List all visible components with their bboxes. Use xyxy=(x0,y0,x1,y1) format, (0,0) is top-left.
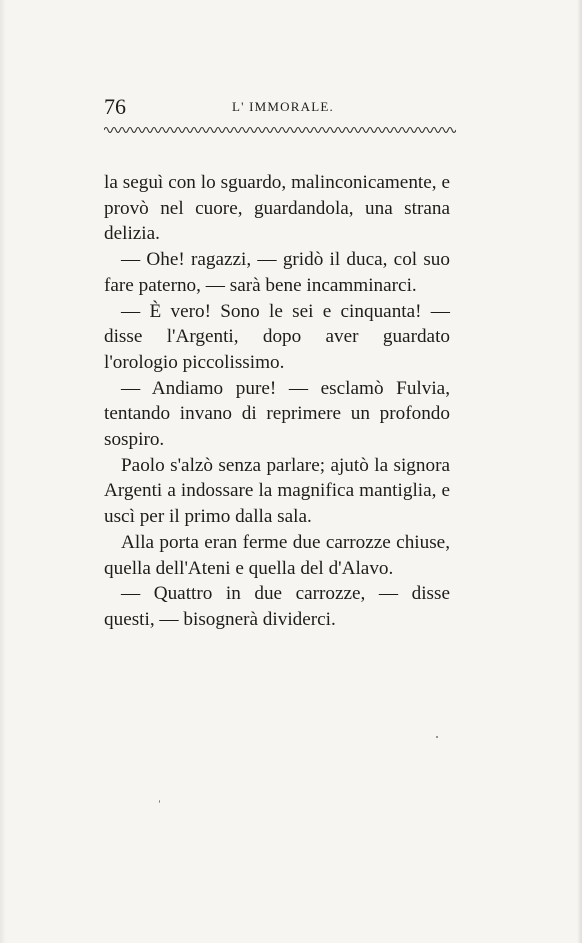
paragraph-2: — Ohe! ragazzi, — gridò il duca, col suo fare paterno, — sarà bene incamminarci. xyxy=(104,249,450,296)
page-edge-shadow-right xyxy=(577,0,582,943)
wavy-ornament-rule-icon xyxy=(104,124,456,134)
paragraph-1: la seguì con lo sguardo, malinconicamente, e provò nel cuore, guardandola, una strana delizia. xyxy=(104,172,450,245)
page-number: 76 xyxy=(104,94,126,119)
body-text xyxy=(104,170,450,633)
paragraph-7: — Quattro in due carrozze, — disse questi, — bisognerà dividerci. xyxy=(104,583,450,630)
paragraph-5: Paolo s'alzò senza parlare; ajutò la signora Argenti a indossare la magnifica mantiglia, e uscì per il primo dalla sala. xyxy=(104,454,450,528)
paragraph-3: — È vero! Sono le sei e cinquanta! — disse l'Argenti, dopo aver guardato l'orologio piccolissimo. xyxy=(104,300,450,373)
paragraph-4: — Andiamo pure! — esclamò Fulvia, tentando invano di reprimere un profondo sospiro. xyxy=(104,377,450,451)
page-edge-shadow-left xyxy=(0,0,6,943)
running-title: L' IMMORALE. xyxy=(232,99,334,114)
paper-speck xyxy=(436,736,438,738)
paper-speck xyxy=(159,800,160,803)
paragraph-6: Alla porta eran ferme due carrozze chiuse, quella dell'Ateni e quella del d'Alavo. xyxy=(104,531,450,579)
page-header xyxy=(104,94,456,120)
